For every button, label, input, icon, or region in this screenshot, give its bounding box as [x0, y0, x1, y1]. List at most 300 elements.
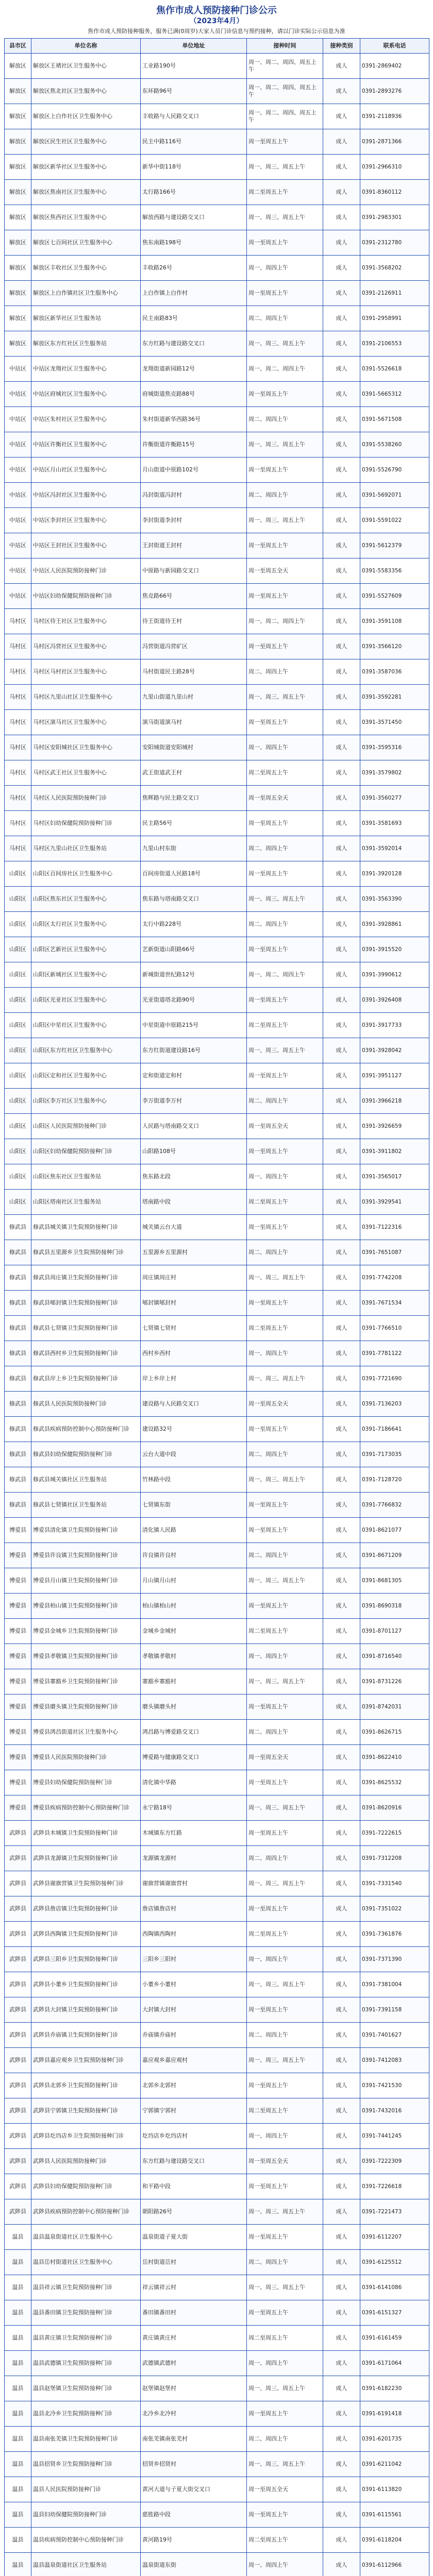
vaccination-time-cell: 周一、周三、周五上午	[247, 1467, 323, 1493]
table-row	[5, 1215, 429, 1240]
address-cell: 月山街道中原路102号	[141, 457, 247, 483]
phone-cell: 0391-6151327	[360, 2300, 429, 2326]
district-cell: 马村区	[5, 659, 31, 685]
vaccination-time-cell: 周一至周五全天	[247, 1745, 323, 1770]
vaccination-type-cell: 成人	[323, 1467, 360, 1493]
clinic-name-cell: 解放区焦西社区卫生服务中心	[31, 205, 141, 230]
table-row	[5, 2300, 429, 2326]
district-cell: 博爱县	[5, 1594, 31, 1619]
phone-cell: 0391-5526618	[360, 357, 429, 382]
address-cell: 丰收路与人民路交叉口	[141, 104, 247, 129]
table-row	[5, 710, 429, 735]
district-cell: 修武县	[5, 1291, 31, 1316]
vaccination-type-cell: 成人	[323, 1846, 360, 1871]
vaccination-time-cell: 周一、周四上午	[247, 2553, 323, 2576]
table-row	[5, 1997, 429, 2023]
district-cell: 修武县	[5, 1417, 31, 1442]
address-cell: 王封街道王封村	[141, 533, 247, 558]
address-cell: 大封镇大封村	[141, 1997, 247, 2023]
address-cell: 赵堡镇赵堡村	[141, 2376, 247, 2401]
address-cell: 黄河大道与子夏大街交叉口	[141, 2477, 247, 2502]
vaccination-type-cell: 成人	[323, 1619, 360, 1644]
vaccination-time-cell: 周一、周四上午	[247, 1164, 323, 1190]
clinic-name-cell: 温县温泉街道社区卫生服务站	[31, 2553, 141, 2576]
district-cell: 解放区	[5, 281, 31, 306]
vaccination-type-cell: 成人	[323, 988, 360, 1013]
table-row	[5, 760, 429, 786]
phone-cell: 0391-2106553	[360, 331, 429, 357]
vaccination-type-cell: 成人	[323, 2427, 360, 2452]
clinic-name-cell: 山阳区光亚社区卫生服务中心	[31, 988, 141, 1013]
vaccination-type-cell: 成人	[323, 2098, 360, 2124]
vaccination-type-cell: 成人	[323, 1493, 360, 1518]
vaccination-type-cell: 成人	[323, 1947, 360, 1972]
vaccination-type-cell: 成人	[323, 79, 360, 104]
address-cell: 招贤乡招贤村	[141, 2452, 247, 2477]
district-cell: 修武县	[5, 1316, 31, 1341]
vaccination-type-cell: 成人	[323, 1341, 360, 1366]
address-cell: 中星街道中原路215号	[141, 1013, 247, 1038]
phone-cell: 0391-3929541	[360, 1190, 429, 1215]
address-cell: 詹店镇詹店村	[141, 1896, 247, 1922]
vaccination-time-cell: 周一至周五全天	[247, 1392, 323, 1417]
vaccination-type-cell: 成人	[323, 2023, 360, 2048]
address-cell: 西陶镇西陶村	[141, 1922, 247, 1947]
vaccination-time-cell: 周一、周四上午	[247, 256, 323, 281]
vaccination-type-cell: 成人	[323, 129, 360, 155]
address-cell: 北冷乡北冷村	[141, 2401, 247, 2427]
clinic-name-cell: 修武县城关镇卫生院预防接种门诊	[31, 1215, 141, 1240]
table-row	[5, 558, 429, 584]
clinic-name-cell: 温县岳村街道社区卫生服务中心	[31, 2250, 141, 2275]
clinic-name-cell: 博爱县磨头镇卫生院预防接种门诊	[31, 1694, 141, 1720]
phone-cell: 0391-3926659	[360, 1114, 429, 1139]
table-header-row	[5, 39, 429, 54]
clinic-name-cell: 中站区李封社区卫生服务中心	[31, 508, 141, 533]
vaccination-time-cell: 周一至周五上午	[247, 1997, 323, 2023]
address-cell: 温泉街道子夏大街	[141, 2225, 247, 2250]
vaccination-type-cell: 成人	[323, 1316, 360, 1341]
district-cell: 温县	[5, 2326, 31, 2351]
table-row	[5, 912, 429, 937]
clinic-name-cell: 中站区人民医院预防接种门诊	[31, 558, 141, 584]
district-cell: 博爱县	[5, 1644, 31, 1669]
table-row	[5, 2098, 429, 2124]
table-row	[5, 104, 429, 129]
vaccination-time-cell: 周一、周三、周五上午	[247, 1568, 323, 1594]
phone-cell: 0391-6141086	[360, 2275, 429, 2300]
district-cell: 解放区	[5, 180, 31, 205]
vaccination-type-cell: 成人	[323, 1518, 360, 1543]
vaccination-type-cell: 成人	[323, 2149, 360, 2174]
phone-cell: 0391-3595316	[360, 735, 429, 760]
district-cell: 中站区	[5, 382, 31, 407]
clinic-name-cell: 武陟县嘉应观乡卫生院预防接种门诊	[31, 2048, 141, 2073]
table-row	[5, 659, 429, 685]
address-cell: 李万街道李万村	[141, 1089, 247, 1114]
phone-cell: 0391-3592014	[360, 836, 429, 861]
address-cell: 孝敬镇孝敬村	[141, 1644, 247, 1669]
address-cell: 五里源乡五里源村	[141, 1240, 247, 1265]
table-row	[5, 357, 429, 382]
table-row	[5, 2351, 429, 2376]
clinic-name-cell: 中站区许衡社区卫生服务中心	[31, 432, 141, 457]
clinic-table	[4, 38, 429, 2576]
phone-cell: 0391-7222615	[360, 1821, 429, 1846]
clinic-name-cell: 解放区民生社区卫生服务中心	[31, 129, 141, 155]
vaccination-type-cell: 成人	[323, 558, 360, 584]
vaccination-time-cell: 周一至周五上午	[247, 1417, 323, 1442]
clinic-name-cell: 博爱县柏山镇卫生院预防接种门诊	[31, 1594, 141, 1619]
vaccination-type-cell: 成人	[323, 634, 360, 659]
district-cell: 中站区	[5, 508, 31, 533]
phone-cell: 0391-7781122	[360, 1341, 429, 1366]
vaccination-time-cell: 周二、周四上午	[247, 912, 323, 937]
address-cell: 府城街道焦克路88号	[141, 382, 247, 407]
clinic-name-cell: 马村区待王社区卫生服务中心	[31, 609, 141, 634]
phone-cell: 0391-8681305	[360, 1568, 429, 1594]
district-cell: 中站区	[5, 558, 31, 584]
table-row	[5, 1821, 429, 1846]
vaccination-type-cell: 成人	[323, 2401, 360, 2427]
district-cell: 中站区	[5, 432, 31, 457]
table-row	[5, 1568, 429, 1594]
vaccination-time-cell: 周一、周四上午	[247, 1341, 323, 1366]
vaccination-type-cell: 成人	[323, 508, 360, 533]
clinic-name-cell: 山阳区太行社区卫生服务中心	[31, 912, 141, 937]
district-cell: 温县	[5, 2452, 31, 2477]
address-cell: 温泉街道东街	[141, 2553, 247, 2576]
vaccination-time-cell: 周一、周三、周五上午	[247, 1366, 323, 1392]
vaccination-type-cell: 成人	[323, 1417, 360, 1442]
table-row	[5, 508, 429, 533]
table-row	[5, 735, 429, 760]
clinic-name-cell: 解放区上白作社区卫生服务中心	[31, 104, 141, 129]
table-row	[5, 634, 429, 659]
table-row	[5, 79, 429, 104]
vaccination-type-cell: 成人	[323, 357, 360, 382]
phone-cell: 0391-8626715	[360, 1720, 429, 1745]
address-cell: 龙翔街道新园路12号	[141, 357, 247, 382]
clinic-name-cell: 武陟县乔庙镇卫生院预防接种门诊	[31, 2023, 141, 2048]
vaccination-type-cell: 成人	[323, 54, 360, 79]
phone-cell: 0391-8620916	[360, 1795, 429, 1821]
phone-cell: 0391-5583356	[360, 558, 429, 584]
clinic-name-cell: 博爱县鸿昌街道社区卫生服务中心	[31, 1720, 141, 1745]
address-cell: 定和街道定和村	[141, 1063, 247, 1089]
vaccination-type-cell: 成人	[323, 1745, 360, 1770]
table-row	[5, 1038, 429, 1063]
vaccination-time-cell: 周一、周四上午	[247, 1644, 323, 1669]
table-row	[5, 1240, 429, 1265]
address-cell: 嘉应观乡嘉应观村	[141, 2048, 247, 2073]
district-cell: 博爱县	[5, 1669, 31, 1694]
clinic-name-cell: 博爱县人民医院预防接种门诊	[31, 1745, 141, 1770]
clinic-name-cell: 修武县妇幼保健院预防接种门诊	[31, 1442, 141, 1467]
phone-cell: 0391-5665312	[360, 382, 429, 407]
phone-cell: 0391-7331540	[360, 1871, 429, 1896]
clinic-name-cell: 马村区武王社区卫生服务中心	[31, 760, 141, 786]
district-cell: 温县	[5, 2376, 31, 2401]
address-cell: 许良镇许良村	[141, 1543, 247, 1568]
address-cell: 博爱路与健康路交叉口	[141, 1745, 247, 1770]
phone-cell: 0391-6112966	[360, 2553, 429, 2576]
phone-cell: 0391-7766832	[360, 1493, 429, 1518]
clinic-name-cell: 武陟县龙源镇卫生院预防接种门诊	[31, 1846, 141, 1871]
district-cell: 武陟县	[5, 2124, 31, 2149]
vaccination-type-cell: 成人	[323, 685, 360, 710]
vaccination-type-cell: 成人	[323, 1669, 360, 1694]
vaccination-time-cell: 周一、周三、周五上午	[247, 2048, 323, 2073]
vaccination-type-cell: 成人	[323, 2553, 360, 2576]
clinic-name-cell: 解放区焦北社区卫生服务中心	[31, 79, 141, 104]
district-cell: 马村区	[5, 710, 31, 735]
phone-cell: 0391-8701127	[360, 1619, 429, 1644]
address-cell: 鸿昌路与博爱路交叉口	[141, 1720, 247, 1745]
vaccination-type-cell: 成人	[323, 735, 360, 760]
phone-cell: 0391-2126911	[360, 281, 429, 306]
vaccination-time-cell: 周一至周五上午	[247, 1215, 323, 1240]
district-cell: 武陟县	[5, 2073, 31, 2098]
vaccination-type-cell: 成人	[323, 811, 360, 836]
vaccination-type-cell: 成人	[323, 432, 360, 457]
vaccination-time-cell: 周二至周五上午	[247, 2098, 323, 2124]
clinic-name-cell: 中站区妇幼保健院预防接种门诊	[31, 584, 141, 609]
phone-cell: 0391-7351022	[360, 1896, 429, 1922]
vaccination-time-cell: 周一至周五上午	[247, 634, 323, 659]
phone-cell: 0391-6118204	[360, 2528, 429, 2553]
phone-cell: 0391-3926408	[360, 988, 429, 1013]
vaccination-time-cell: 周二、周四上午	[247, 1089, 323, 1114]
phone-cell: 0391-3579802	[360, 760, 429, 786]
vaccination-time-cell: 周一至周五上午	[247, 1694, 323, 1720]
phone-cell: 0391-3592281	[360, 685, 429, 710]
phone-cell: 0391-7221473	[360, 2199, 429, 2225]
vaccination-time-cell: 周二、周四上午	[247, 2250, 323, 2275]
phone-cell: 0391-6161459	[360, 2326, 429, 2351]
table-row	[5, 1518, 429, 1543]
column-header: 接种时间	[247, 39, 323, 54]
vaccination-type-cell: 成人	[323, 2528, 360, 2553]
table-row	[5, 1190, 429, 1215]
table-row	[5, 786, 429, 811]
address-cell: 冯营街道冯营矿区	[141, 634, 247, 659]
vaccination-time-cell: 周一至周五上午	[247, 937, 323, 962]
vaccination-type-cell: 成人	[323, 1720, 360, 1745]
phone-cell: 0391-3966218	[360, 1089, 429, 1114]
clinic-name-cell: 武陟县詹店镇卫生院预防接种门诊	[31, 1896, 141, 1922]
vaccination-time-cell: 周一至周五上午	[247, 1896, 323, 1922]
vaccination-time-cell: 周一、周三、周五上午	[247, 685, 323, 710]
address-cell: 东方红路与建设路交叉口	[141, 2149, 247, 2174]
vaccination-type-cell: 成人	[323, 1190, 360, 1215]
phone-cell: 0391-5591022	[360, 508, 429, 533]
table-row	[5, 1316, 429, 1341]
clinic-name-cell: 马村区安阳城社区卫生服务中心	[31, 735, 141, 760]
table-row	[5, 2199, 429, 2225]
vaccination-time-cell: 周二至周五上午	[247, 760, 323, 786]
phone-cell: 0391-7186641	[360, 1417, 429, 1442]
phone-cell: 0391-3581693	[360, 811, 429, 836]
district-cell: 武陟县	[5, 1871, 31, 1896]
table-row	[5, 129, 429, 155]
phone-cell: 0391-7412083	[360, 2048, 429, 2073]
vaccination-time-cell: 周一、周二、周四上午	[247, 357, 323, 382]
vaccination-type-cell: 成人	[323, 2199, 360, 2225]
table-row	[5, 407, 429, 432]
table-row	[5, 1896, 429, 1922]
vaccination-time-cell: 周一至周五上午	[247, 1291, 323, 1316]
table-row	[5, 811, 429, 836]
vaccination-time-cell: 周二、周四上午	[247, 2023, 323, 2048]
district-cell: 山阳区	[5, 962, 31, 988]
table-row	[5, 2376, 429, 2401]
district-cell: 解放区	[5, 306, 31, 331]
clinic-name-cell: 温县番田镇卫生院预防接种门诊	[31, 2300, 141, 2326]
clinic-name-cell: 修武县岸上乡卫生院预防接种门诊	[31, 1366, 141, 1392]
vaccination-type-cell: 成人	[323, 1821, 360, 1846]
table-row	[5, 1467, 429, 1493]
phone-cell: 0391-7651087	[360, 1240, 429, 1265]
clinic-name-cell: 山阳区李万社区卫生服务中心	[31, 1089, 141, 1114]
vaccination-type-cell: 成人	[323, 2376, 360, 2401]
vaccination-type-cell: 成人	[323, 483, 360, 508]
clinic-name-cell: 山阳区百间房社区卫生服务中心	[31, 861, 141, 887]
address-cell: 祥云镇祥云村	[141, 2275, 247, 2300]
address-cell: 焦东南路198号	[141, 230, 247, 256]
table-row	[5, 2225, 429, 2250]
phone-cell: 0391-8621077	[360, 1518, 429, 1543]
district-cell: 武陟县	[5, 1821, 31, 1846]
vaccination-type-cell: 成人	[323, 2452, 360, 2477]
table-row	[5, 2477, 429, 2502]
district-cell: 中站区	[5, 457, 31, 483]
vaccination-type-cell: 成人	[323, 1543, 360, 1568]
address-cell: 和平路中段	[141, 2174, 247, 2199]
district-cell: 山阳区	[5, 1139, 31, 1164]
address-cell: 东环路96号	[141, 79, 247, 104]
table-row	[5, 1063, 429, 1089]
table-row	[5, 1543, 429, 1568]
district-cell: 温县	[5, 2477, 31, 2502]
vaccination-time-cell: 周一至周五上午	[247, 861, 323, 887]
phone-cell: 0391-2869402	[360, 54, 429, 79]
clinic-name-cell: 解放区新华社区卫生服务中心	[31, 155, 141, 180]
vaccination-type-cell: 成人	[323, 2351, 360, 2376]
vaccination-type-cell: 成人	[323, 584, 360, 609]
vaccination-time-cell: 周一至周五上午	[247, 230, 323, 256]
phone-cell: 0391-3911802	[360, 1139, 429, 1164]
phone-cell: 0391-7421530	[360, 2073, 429, 2098]
vaccination-type-cell: 成人	[323, 937, 360, 962]
clinic-name-cell: 温县妇幼保健院预防接种门诊	[31, 2502, 141, 2528]
address-cell: 演马街道演马村	[141, 710, 247, 735]
table-row	[5, 962, 429, 988]
vaccination-time-cell: 周一、周三、周五上午	[247, 2199, 323, 2225]
table-row	[5, 1720, 429, 1745]
address-cell: 安阳城街道安阳城村	[141, 735, 247, 760]
district-cell: 山阳区	[5, 887, 31, 912]
vaccination-time-cell: 周二至周五上午	[247, 1013, 323, 1038]
address-cell: 木城镇东方红路	[141, 1821, 247, 1846]
vaccination-time-cell: 周二、周四上午	[247, 306, 323, 331]
vaccination-type-cell: 成人	[323, 836, 360, 861]
vaccination-time-cell: 周二至周五上午	[247, 1922, 323, 1947]
clinic-name-cell: 武陟县大封镇卫生院预防接种门诊	[31, 1997, 141, 2023]
table-row	[5, 1619, 429, 1644]
clinic-name-cell: 博爱县寨豁乡卫生院预防接种门诊	[31, 1669, 141, 1694]
table-row	[5, 1922, 429, 1947]
clinic-name-cell: 马村区人民医院预防接种门诊	[31, 786, 141, 811]
district-cell: 武陟县	[5, 1846, 31, 1871]
vaccination-time-cell: 周一至周五上午	[247, 584, 323, 609]
address-cell: 解放西路与建设路交叉口	[141, 205, 247, 230]
district-cell: 温县	[5, 2553, 31, 2576]
clinic-name-cell: 解放区焦南社区卫生服务中心	[31, 180, 141, 205]
vaccination-type-cell: 成人	[323, 104, 360, 129]
phone-cell: 0391-3591108	[360, 609, 429, 634]
phone-cell: 0391-8742031	[360, 1694, 429, 1720]
address-cell: 东方红街道建设路16号	[141, 1038, 247, 1063]
district-cell: 博爱县	[5, 1568, 31, 1594]
table-row	[5, 1795, 429, 1821]
vaccination-time-cell: 周一至周五全天	[247, 786, 323, 811]
table-row	[5, 988, 429, 1013]
phone-cell: 0391-7441245	[360, 2124, 429, 2149]
vaccination-type-cell: 成人	[323, 306, 360, 331]
address-cell: 三阳乡三阳村	[141, 1947, 247, 1972]
vaccination-type-cell: 成人	[323, 2275, 360, 2300]
phone-cell: 0391-7381004	[360, 1972, 429, 1997]
table-row	[5, 1947, 429, 1972]
phone-cell: 0391-7222309	[360, 2149, 429, 2174]
vaccination-type-cell: 成人	[323, 1265, 360, 1291]
clinic-name-cell: 山阳区中星社区卫生服务中心	[31, 1013, 141, 1038]
table-row	[5, 1265, 429, 1291]
vaccination-time-cell: 周一至周五上午	[247, 1139, 323, 1164]
address-cell: 西村乡西村	[141, 1341, 247, 1366]
vaccination-type-cell: 成人	[323, 1997, 360, 2023]
vaccination-type-cell: 成人	[323, 1442, 360, 1467]
district-cell: 博爱县	[5, 1795, 31, 1821]
table-row	[5, 382, 429, 407]
table-row	[5, 1139, 429, 1164]
district-cell: 温县	[5, 2250, 31, 2275]
vaccination-type-cell: 成人	[323, 407, 360, 432]
column-header: 县市区	[5, 39, 31, 54]
clinic-name-cell: 修武县七贤镇卫生院预防接种门诊	[31, 1316, 141, 1341]
district-cell: 修武县	[5, 1392, 31, 1417]
clinic-name-cell: 解放区新华社区卫生服务站	[31, 306, 141, 331]
address-cell: 中原路与新园路交叉口	[141, 558, 247, 584]
table-row	[5, 1846, 429, 1871]
table-row	[5, 609, 429, 634]
table-row	[5, 2427, 429, 2452]
phone-cell: 0391-3928861	[360, 912, 429, 937]
phone-cell: 0391-5538260	[360, 432, 429, 457]
clinic-name-cell: 中站区月山社区卫生服务中心	[31, 457, 141, 483]
clinic-name-cell: 解放区上白作镇社区卫生服务中心	[31, 281, 141, 306]
phone-cell: 0391-2312780	[360, 230, 429, 256]
district-cell: 山阳区	[5, 1164, 31, 1190]
address-cell: 柏山镇柏山村	[141, 1594, 247, 1619]
clinic-name-cell: 解放区七百间社区卫生服务中心	[31, 230, 141, 256]
table-row	[5, 230, 429, 256]
clinic-name-cell: 武陟县三阳乡卫生院预防接种门诊	[31, 1947, 141, 1972]
vaccination-time-cell: 周一、周三、周五上午	[247, 1795, 323, 1821]
table-row	[5, 1291, 429, 1316]
address-cell: 永宁路18号	[141, 1795, 247, 1821]
